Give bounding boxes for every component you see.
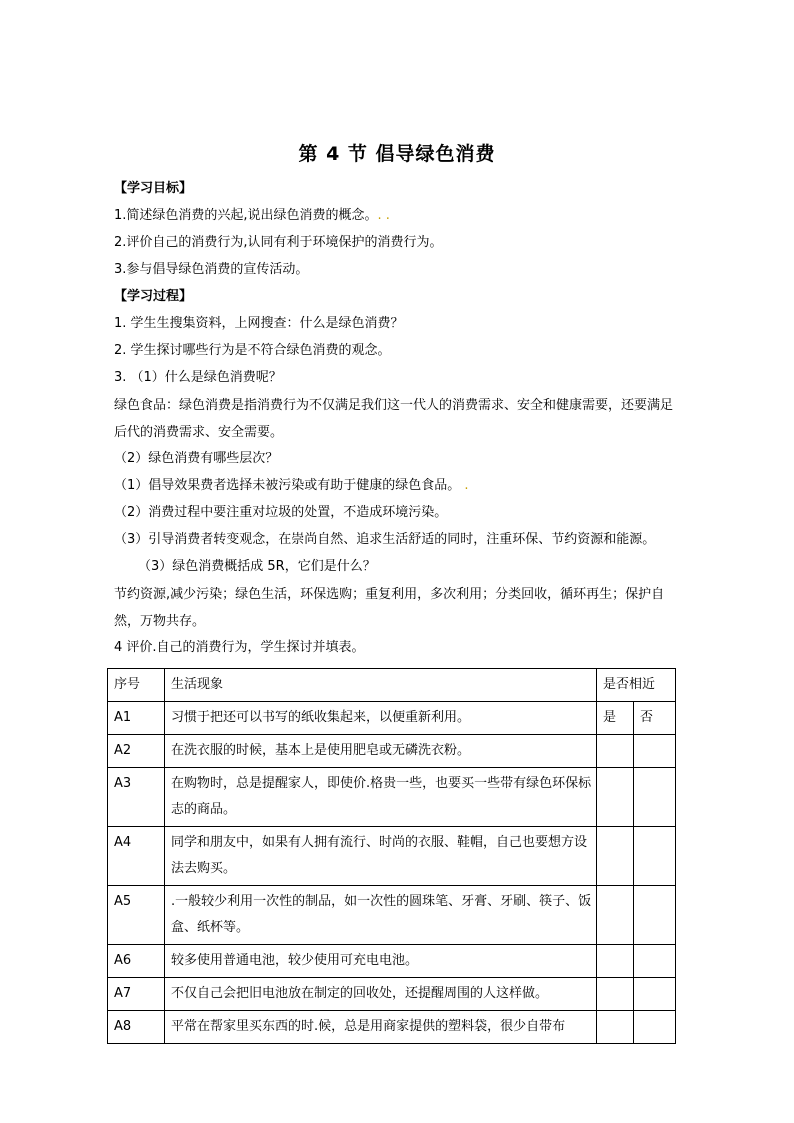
5r-answer: 节约资源,减少污染；绿色生活，环保选购；重复利用，多次利用；分类回收，循环再生；保护自然，万物共存。 <box>114 587 665 629</box>
goals-heading: 【学习目标】 <box>114 181 193 196</box>
row-yes-cell[interactable] <box>597 978 634 1011</box>
row-no-cell[interactable] <box>634 735 676 768</box>
row-text: 平常在帮家里买东西的时.候，总是用商家提供的塑料袋，很少自带布 <box>165 1011 597 1044</box>
row-text: .一般较少利用一次性的制品，如一次性的圆珠笔、牙膏、牙刷、筷子、饭盒、纸杯等。 <box>165 886 597 945</box>
table-row <box>108 945 676 978</box>
table-row <box>108 827 676 886</box>
row-id: A4 <box>108 827 165 886</box>
row-id: A7 <box>108 978 165 1011</box>
row-no-cell[interactable]: 否 <box>634 702 676 735</box>
row-yes-cell[interactable] <box>597 768 634 827</box>
goal-item-2: 2.评价自己的消费行为,认同有利于环境保护的消费行为。 <box>114 235 443 250</box>
row-yes-cell[interactable] <box>597 945 634 978</box>
row-yes-cell[interactable] <box>597 886 634 945</box>
row-id: A1 <box>108 702 165 735</box>
row-id: A8 <box>108 1011 165 1044</box>
green-food-definition: 绿色食品：绿色消费是指消费行为不仅满足我们这一代人的消费需求、安全和健康需要，还要满足后代的消费需求、安全需要。 <box>114 398 674 440</box>
row-id: A3 <box>108 768 165 827</box>
table-row <box>108 768 676 827</box>
header-similar: 是否相近 <box>597 669 676 702</box>
row-yes-cell[interactable]: 是 <box>597 702 634 735</box>
row-no-cell[interactable] <box>634 978 676 1011</box>
row-text: 较多使用普通电池，较少使用可充电电池。 <box>165 945 597 978</box>
row-text: 同学和朋友中，如果有人拥有流行、时尚的衣服、鞋帽，自己也要想方设法去购买。 <box>165 827 597 886</box>
goal-item-1: 1.简述绿色消费的兴起,说出绿色消费的概念。. . <box>114 208 390 223</box>
row-text: 在洗衣服的时候，基本上是使用肥皂或无磷洗衣粉。 <box>165 735 597 768</box>
consumption-table <box>107 668 676 1044</box>
header-phenomenon: 生活现象 <box>165 669 597 702</box>
row-no-cell[interactable] <box>634 886 676 945</box>
row-text: 不仅自己会把旧电池放在制定的回收处，还提醒周围的人这样做。 <box>165 978 597 1011</box>
row-yes-cell[interactable] <box>597 827 634 886</box>
row-text: 习惯于把还可以书写的纸收集起来，以便重新利用。 <box>165 702 597 735</box>
table-row <box>108 886 676 945</box>
row-no-cell[interactable] <box>634 768 676 827</box>
level-item-3: （3）引导消费者转变观念，在崇尚自然、追求生活舒适的同时，注重环保、节约资源和能源。 <box>114 532 656 547</box>
header-num: 序号 <box>108 669 165 702</box>
row-text: 在购物时，总是提醒家人，即使价.格贵一些，也要买一些带有绿色环保标志的商品。 <box>165 768 597 827</box>
row-id: A6 <box>108 945 165 978</box>
level-item-2: （2）消费过程中要注重对垃圾的处置，不造成环境污染。 <box>114 505 448 520</box>
process-line-3: 3. （1）什么是绿色消费呢？ <box>114 370 282 385</box>
table-row <box>108 735 676 768</box>
process-heading: 【学习过程】 <box>114 289 193 304</box>
row-no-cell[interactable] <box>634 945 676 978</box>
process-line-levels: （2）绿色消费有哪些层次？ <box>114 451 279 466</box>
row-yes-cell[interactable] <box>597 1011 634 1044</box>
row-id: A5 <box>108 886 165 945</box>
row-id: A2 <box>108 735 165 768</box>
process-line-1: 1. 学生生搜集资料，上网搜查：什么是绿色消费？ <box>114 316 404 331</box>
process-line-evaluate: 4 评价.自己的消费行为，学生探讨并填表。 <box>114 640 365 655</box>
table-row <box>108 702 676 735</box>
table-header-row <box>108 669 676 702</box>
level-item-1: （1）倡导效果费者选择未被污染或有助于健康的绿色食品。 . <box>114 478 469 493</box>
goal-item-3: 3.参与倡导绿色消费的宣传活动。 <box>114 262 309 277</box>
table-row <box>108 1011 676 1044</box>
row-yes-cell[interactable] <box>597 735 634 768</box>
table-row <box>108 978 676 1011</box>
row-no-cell[interactable] <box>634 827 676 886</box>
process-line-5r: （3）绿色消费概括成 5R，它们是什么？ <box>138 559 376 574</box>
page-title: 第 4 节 倡导绿色消费 <box>298 143 496 165</box>
process-line-2: 2. 学生探讨哪些行为是不符合绿色消费的观念。 <box>114 343 391 358</box>
row-no-cell[interactable] <box>634 1011 676 1044</box>
